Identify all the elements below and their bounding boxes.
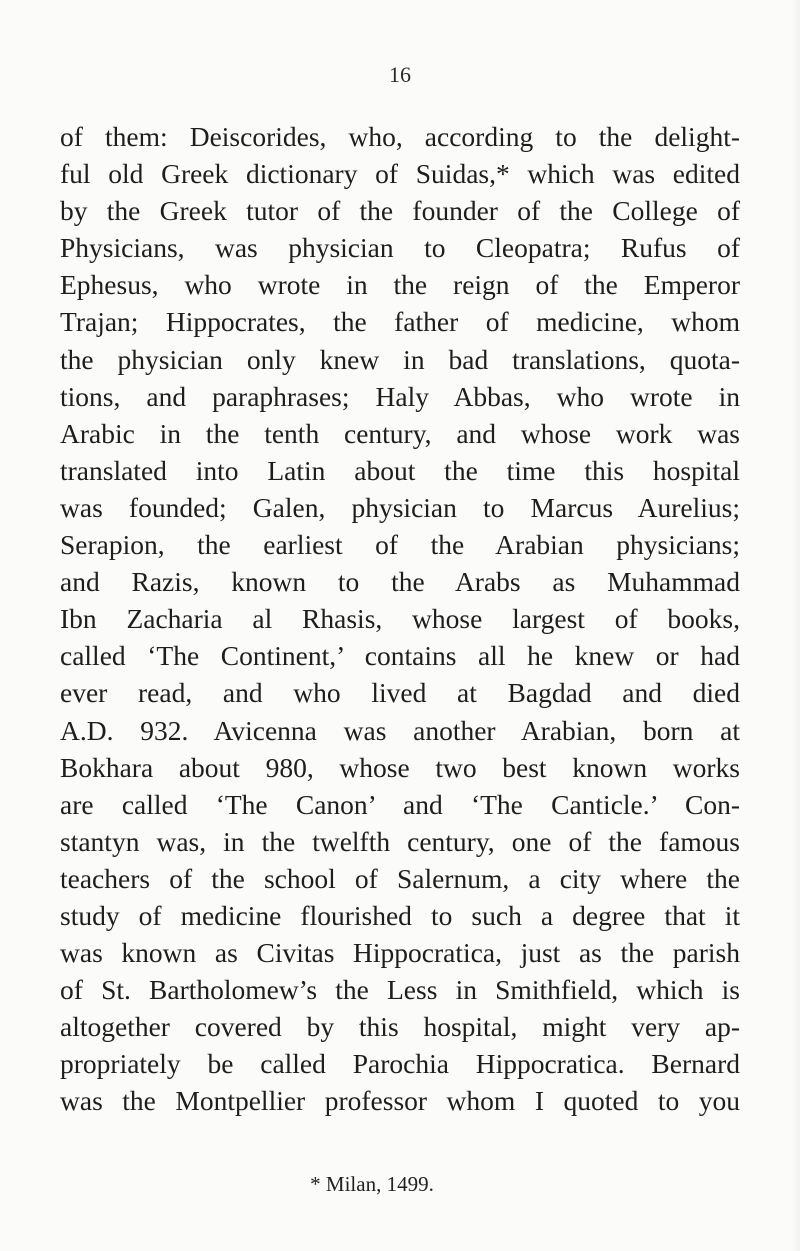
text-line: of St. Bartholomew’s the Less in Smithfield, which is [60,974,740,1006]
text-line: stantyn was, in the twelfth century, one of the famous [60,825,740,857]
text-line: was the Montpellier professor whom I quoted to you [60,1085,740,1117]
text-line: ful old Greek dictionary of Suidas,* which was edited [60,158,740,190]
text-line: propriately be called Parochia Hippocratica. Bernard [60,1048,740,1080]
text-line: A.D. 932. Avicenna was another Arabian, born at [60,714,740,746]
text-line: Bokhara about 980, whose two best known works [60,751,740,783]
text-line: and Razis, known to the Arabs as Muhammad [60,566,740,598]
page-number: 16 [389,62,411,87]
text-line: tions, and paraphrases; Haly Abbas, who wrote in [60,380,740,412]
text-line: by the Greek tutor of the founder of the College of [60,195,740,227]
page-edge-shadow [792,0,800,1251]
text-line: was founded; Galen, physician to Marcus Aurelius; [60,491,740,523]
text-line: study of medicine flourished to such a degree that it [60,899,740,931]
text-line: called ‘The Continent,’ contains all he knew or had [60,640,740,672]
text-line: ever read, and who lived at Bagdad and died [60,677,740,709]
text-line: the physician only knew in bad translations, quota- [60,343,740,375]
text-line: Ephesus, who wrote in the reign of the Emperor [60,269,740,301]
text-line: teachers of the school of Salernum, a city where the [60,862,740,894]
text-line: Ibn Zacharia al Rhasis, whose largest of books, [60,603,740,635]
text-line: of them: Deiscorides, who, according to the delight- [60,121,740,152]
body-text [60,118,740,1120]
text-line: Physicians, was physician to Cleopatra; Rufus of [60,232,740,264]
text-line: Arabic in the tenth century, and whose work was [60,417,740,449]
text-line: altogether covered by this hospital, might very ap- [60,1011,740,1043]
text-line: Trajan; Hippocrates, the father of medicine, whom [60,306,740,338]
footnote: * Milan, 1499. [310,1172,434,1196]
text-line: Serapion, the earliest of the Arabian physicians; [60,529,740,561]
text-line: translated into Latin about the time this hospital [60,454,740,486]
text-line: are called ‘The Canon’ and ‘The Canticle.’ Con- [60,788,740,820]
text-line: was known as Civitas Hippocratica, just as the parish [60,937,740,969]
